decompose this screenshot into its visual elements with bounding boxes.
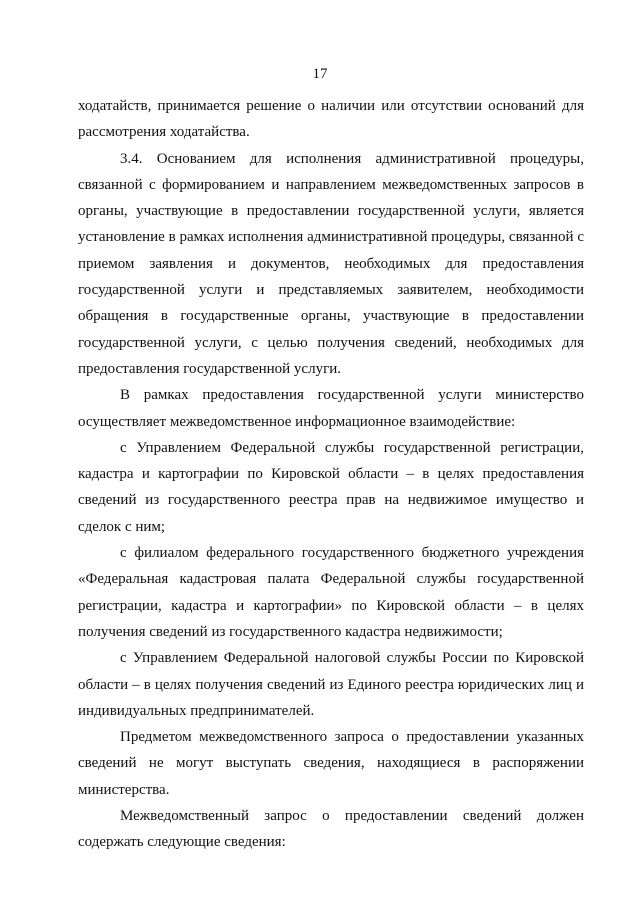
paragraph-rosreestr: с Управлением Федеральной службы государственной регистрации, кадастра и картографии по Кировской области – в целях предоставления сведений из государственного реестра прав на недвижимое имущество и сделок с ним;: [78, 439, 584, 535]
paragraph-cadastral-chamber: с филиалом федерального государственного бюджетного учреждения «Федеральная кадастровая палата Федеральной службы государственной регистрации, кадастра и картографии» по Кировской области – в целях получения сведений из государственного кадастра недвижимости;: [78, 545, 584, 640]
paragraph-tax-service: с Управлением Федеральной налоговой службы России по Кировской области – в целях получения сведений из Единого реестра юридических лиц и индивидуальных предпринимателей.: [78, 650, 584, 719]
paragraph-request-contents: Межведомственный запрос о предоставлении сведений должен содержать следующие сведения:: [78, 808, 584, 851]
paragraph-request-subject: Предметом межведомственного запроса о предоставлении указанных сведений не могут выступать сведения, находящиеся в распоряжении министерства.: [78, 729, 584, 798]
paragraph-3-4: 3.4. Основанием для исполнения административной процедуры, связанной с формированием и направлением межведомственных запросов в органы, участвующие в предоставлении государственной услуги, является установление в рамках исполнения административной процедуры, связанной с приемом заявления и документов, необходимых для предоставления государственной услуги и представляемых заявителем, необходимости обращения в государственные органы, участвующие в предоставлении государственной услуги, с целью получения сведений, необходимых для предоставления государственной услуги.: [78, 150, 584, 377]
paragraph-continuation: ходатайств, принимается решение о наличии или отсутствии оснований для рассмотрения ходатайства.: [78, 98, 584, 141]
paragraph-interaction-intro: В рамках предоставления государственной услуги министерство осуществляет межведомственное информационное взаимодействие:: [78, 387, 584, 430]
page-number: 17: [312, 66, 328, 82]
document-body: [78, 93, 584, 856]
